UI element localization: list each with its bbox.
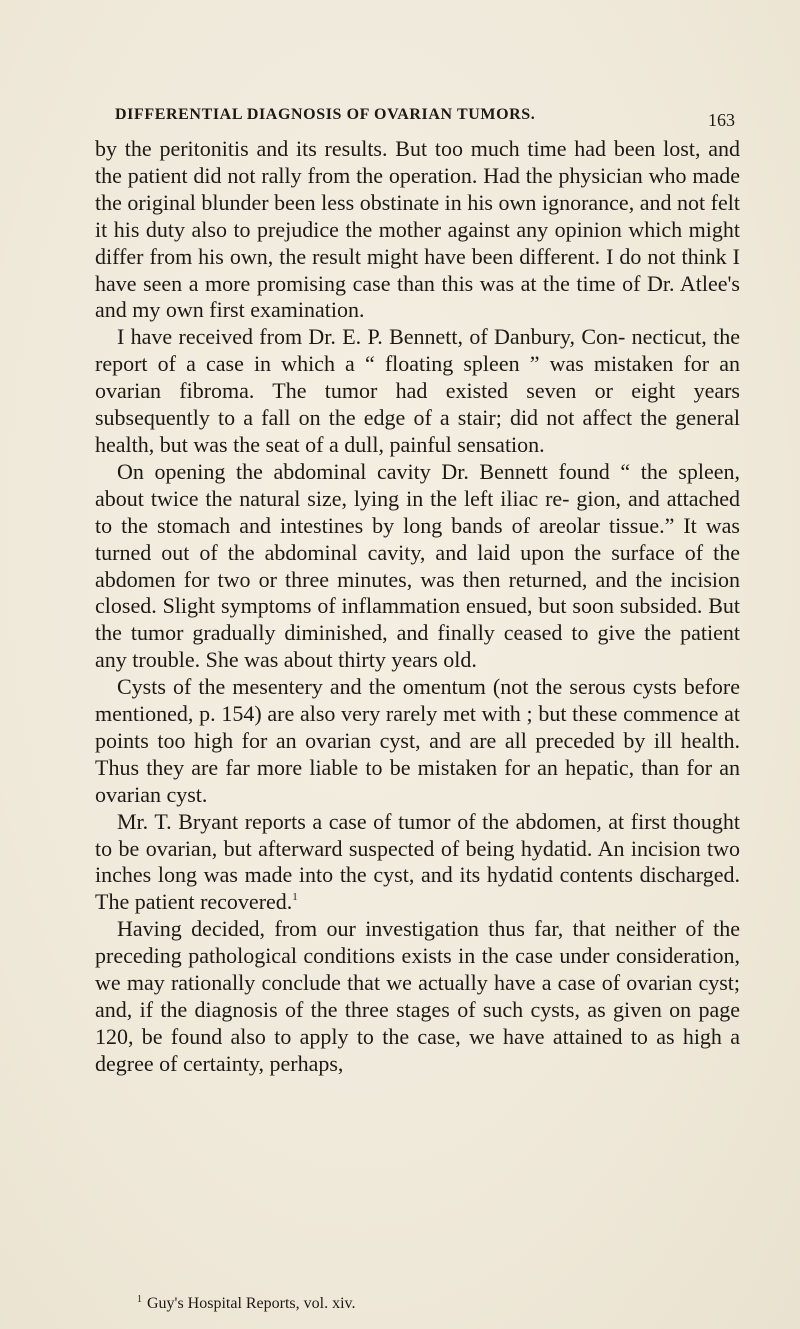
- page-header: [95, 106, 735, 136]
- footnote-marker: 1: [137, 1294, 142, 1305]
- paragraph-5-text: Mr. T. Bryant reports a case of tumor of the abdomen, at first thought to be ovarian, but afterward suspected of being hydatid. An incision two inches long was made into the cyst, and its hydatid contents discharged. The patient recovered.: [95, 808, 740, 915]
- paragraph-6: Having decided, from our investigation thus far, that neither of the preceding pathological conditions exists in the case under consideration, we may rationally conclude that we actually have a case of ovarian cyst; and, if the diagnosis of the three stages of such cysts, as given on page 120, be found also to apply to the case, we have attained to as high a degree of certainty, perhaps,: [95, 916, 740, 1076]
- paragraph-2: I have received from Dr. E. P. Bennett, of Danbury, Con- necticut, the report of a case in which a “ floating spleen ” was mistaken for an ovarian fibroma. The tumor had existed seven or eight years subsequently to a fall on the edge of a stair; did not affect the general health, but was the seat of a dull, painful sensation.: [95, 324, 740, 457]
- page-number: 163: [708, 110, 735, 130]
- paragraph-1: by the peritonitis and its results. But too much time had been lost, and the patient did not rally from the operation. Had the physician who made the original blunder been less obstinate in his own ignorance, and not felt it his duty also to prejudice the mother against any opinion which might differ from his own, the result might have been different. I do not think I have seen a more promising case than this was at the time of Dr. Atlee's and my own first examination.: [95, 136, 740, 323]
- paragraph-3: On opening the abdominal cavity Dr. Bennett found “ the spleen, about twice the natural size, lying in the left iliac re- gion, and attached to the stomach and intestines by long bands of areolar tissue.” It was turned out of the abdominal cavity, and laid upon the surface of the abdomen for two or three minutes, was then returned, and the incision closed. Slight symptoms of inflammation ensued, but soon subsided. But the tumor gradually diminished, and finally ceased to give the patient any trouble. She was about thirty years old.: [95, 458, 740, 673]
- paragraph-4: Cysts of the mesentery and the omentum (not the serous cysts before mentioned, p. 154) are also very rarely met with ; but these commence at points too high for an ovarian cyst, and are all preceded by ill health. Thus they are far more liable to be mistaken for an hepatic, than for an ovarian cyst.: [95, 674, 740, 807]
- footnote: [137, 1294, 356, 1314]
- running-head: DIFFERENTIAL DIAGNOSIS OF OVARIAN TUMORS.: [115, 106, 536, 123]
- body-text: [95, 136, 740, 1078]
- footnote-reference: 1: [292, 891, 298, 904]
- paragraph-5: [95, 809, 740, 917]
- footnote-text: Guy's Hospital Reports, vol. xiv.: [147, 1295, 356, 1312]
